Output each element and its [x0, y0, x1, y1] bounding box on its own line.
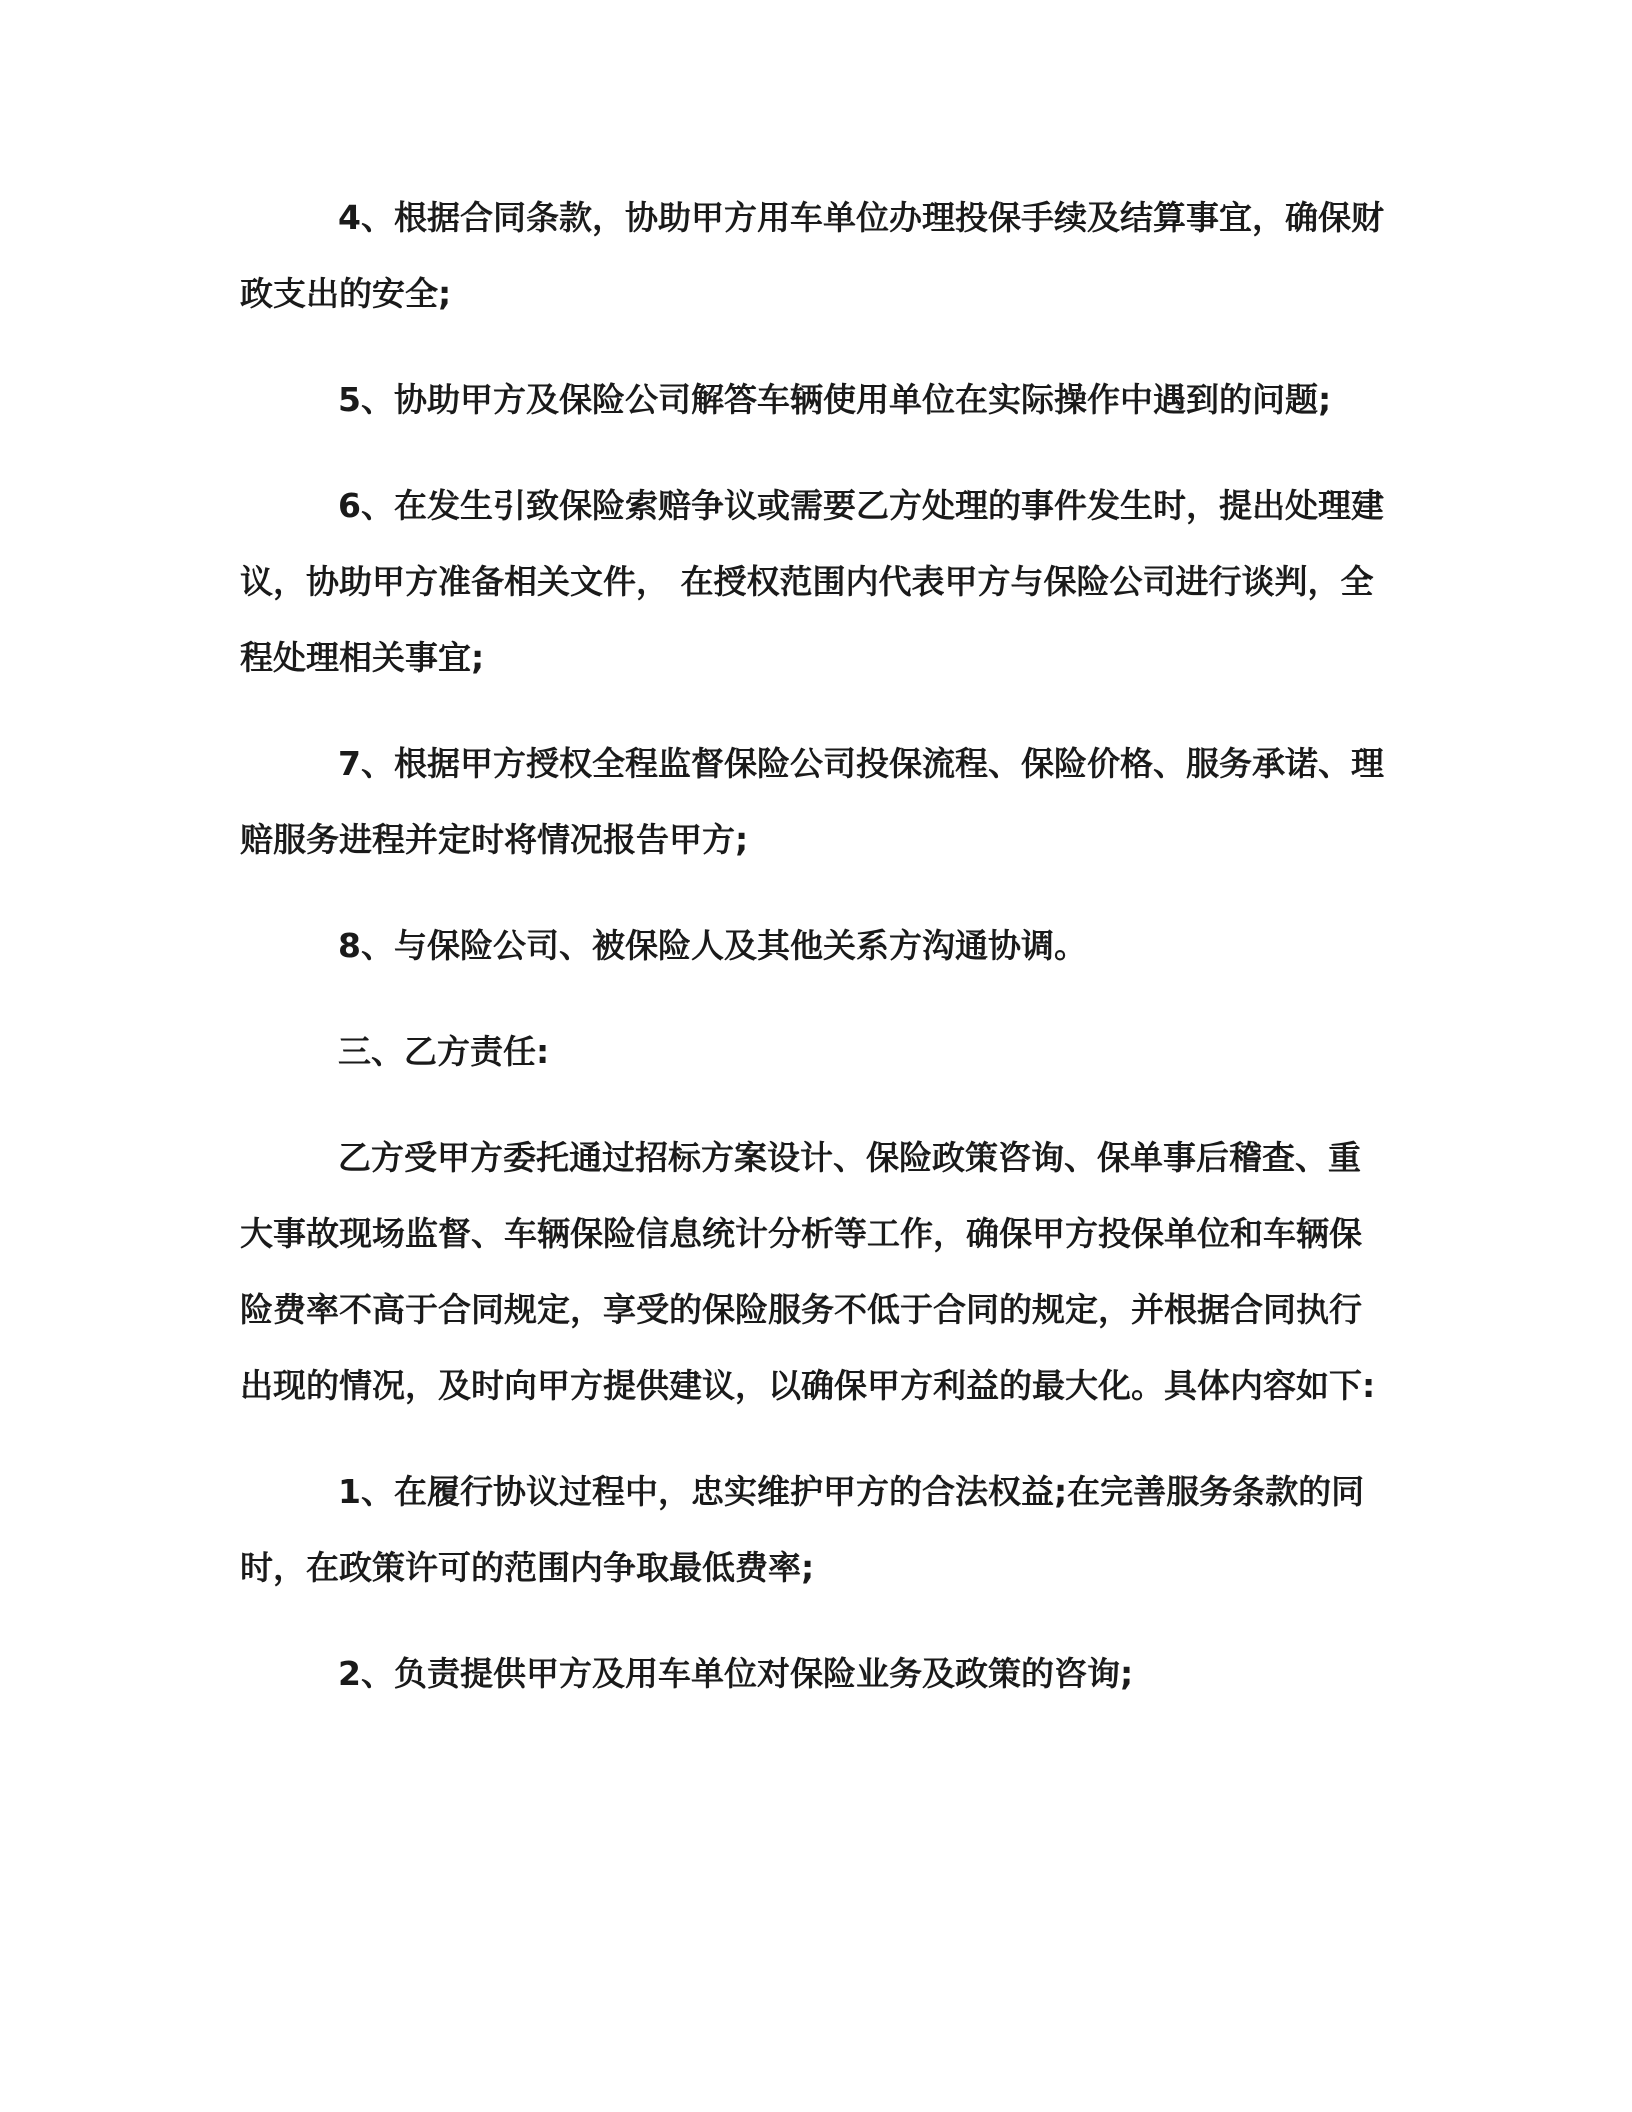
section-heading-party-b-duties: 三、乙方责任:	[338, 1032, 550, 1071]
clause-7: 7、根据甲方授权全程监督保险公司投保流程、保险价格、服务承诺、理赔服务进程并定时将情况报告甲方;	[240, 744, 1384, 859]
duty-2: 2、负责提供甲方及用车单位对保险业务及政策的咨询;	[338, 1654, 1134, 1693]
clause-4: 4、根据合同条款，协助甲方用车单位办理投保手续及结算事宜，确保财政支出的安全;	[240, 198, 1384, 313]
duty-1: 1、在履行协议过程中，忠实维护甲方的合法权益;在完善服务条款的同时，在政策许可的范围内争取最低费率;	[240, 1472, 1365, 1587]
clause-6: 6、在发生引致保险索赔争议或需要乙方处理的事件发生时，提出处理建议，协助甲方准备相关文件， 在授权范围内代表甲方与保险公司进行谈判，全程处理相关事宜;	[240, 486, 1384, 677]
document-page	[240, 180, 1390, 1742]
section-intro-paragraph: 乙方受甲方委托通过招标方案设计、保险政策咨询、保单事后稽查、重大事故现场监督、车辆保险信息统计分析等工作，确保甲方投保单位和车辆保险费率不高于合同规定，享受的保险服务不低于合同的规定，并根据合同执行出现的情况，及时向甲方提供建议，以确保甲方利益的最大化。具体内容如下:	[240, 1138, 1376, 1405]
clause-8: 8、与保险公司、被保险人及其他关系方沟通协调。	[338, 926, 1087, 965]
clause-5: 5、协助甲方及保险公司解答车辆使用单位在实际操作中遇到的问题;	[338, 380, 1332, 419]
